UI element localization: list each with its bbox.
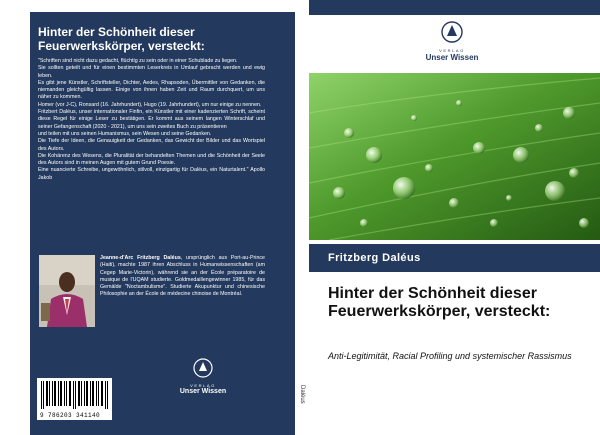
publisher-verlag: VERLAG (190, 383, 216, 388)
cover-photo-leaf-water-drops (309, 73, 600, 240)
bio-name: Jeanne-d'Arc Fritzberg Daléus (100, 255, 181, 261)
publisher-logo-back (168, 358, 238, 395)
blurb-paragraph: "Schriften sind nicht dazu gedacht, flüchtig zu sein oder in einer Schublade zu liegen. (38, 58, 238, 64)
publisher-verlag: VERLAG (439, 48, 465, 53)
front-cover-title: Hinter der Schönheit dieser Feuerwerkskörper, versteckt: (328, 285, 551, 320)
blurb-paragraph: Homer (vor J-C), Ronsard (16. Jahrhundert), Hugo (19. Jahrhundert), um nur einige zu nennen. (38, 101, 262, 108)
barcode-icon (37, 378, 112, 412)
publisher-emblem-icon (441, 21, 463, 43)
publisher-name: Unser Wissen (425, 53, 479, 62)
publisher-logo-front (412, 21, 492, 62)
blurb-paragraph: und teilen mit uns seinen Humanismus, sein Wesen und seine Gedanken. (38, 130, 212, 137)
book-spine (295, 12, 309, 435)
front-cover-subtitle: Anti-Legitimität, Racial Profiling und systemischer Rassismus (328, 351, 572, 361)
barcode-number: 9 786203 341140 (40, 412, 101, 419)
bio-text: , ursprünglich aus Port-au-Prince (Haiti), machte 1987 ihren Abschluss in Humanwissenschaften (am Cegep Marie-Victorin), während sie an der École préparatoire de musique de l'UQAM studierte. Goldmedaillengewinner 1985, für das Gemälde "Noctambulisme". Studierte Akupunktur und chinesische Philosophie an der École de médecine chinoise de Montréal. (100, 255, 265, 298)
publisher-name: Unser Wissen (179, 388, 227, 395)
blurb-paragraph: Die Tiefe der Ideen, die Genauigkeit der Gedanken, das Gewicht der Bilder und das Wortspiel des Autors. (38, 138, 265, 152)
blurb-paragraph: Sie sollten geteilt und für einen bestimmten Leserkreis in Umlauf gebracht werden und ewig leben. (38, 65, 265, 79)
back-cover-blurb (38, 58, 265, 182)
back-title-line-2: Feuerwerkskörper, versteckt: (38, 39, 205, 53)
publisher-emblem-icon (193, 358, 213, 378)
author-bio (100, 255, 265, 299)
front-top-band (309, 0, 600, 15)
spine-author: Daléus (299, 385, 305, 404)
blurb-paragraph: Fritzbert Daléus, unser internationaler Finfin, ein Künstler mit einer kadenzierten Schrift, scheint diese Regel für einige Leser zu bestätigen. Er kommt aus seinem langen Winterschlaf und seiner Gefangenschaft (2020 - 2021), um uns sein zweites Buch zu präsentieren (38, 109, 265, 130)
author-photo (39, 255, 95, 327)
blurb-paragraph: Die Kohärenz des Wesens, die Pluralität der behandelten Themen und die Schönheit der Seele des Autors sind in meinen Augen mit gutem Grund Poesie. (38, 152, 265, 167)
blurb-paragraph: Eine nuancierte Schreibe, ungewöhnlich, stilvoll, einzigartig für Daléus, ein Naturtalent." Apollo Jakob (38, 167, 265, 181)
back-title-line-1: Hinter der Schönheit dieser (38, 25, 195, 39)
blurb-paragraph: Es gibt jene Künstler, Schriftsteller, Dichter, Aedes, Rhapsoden, Übermittler von Gedanken, die niemanden gleichgültig lassen. Einige von ihnen haben Zeit und Raum durchquert, um uns näher zu kommen. (38, 79, 265, 101)
barcode (37, 378, 112, 420)
front-author-name: Fritzberg Daléus (328, 252, 421, 264)
back-cover-title (38, 25, 288, 53)
